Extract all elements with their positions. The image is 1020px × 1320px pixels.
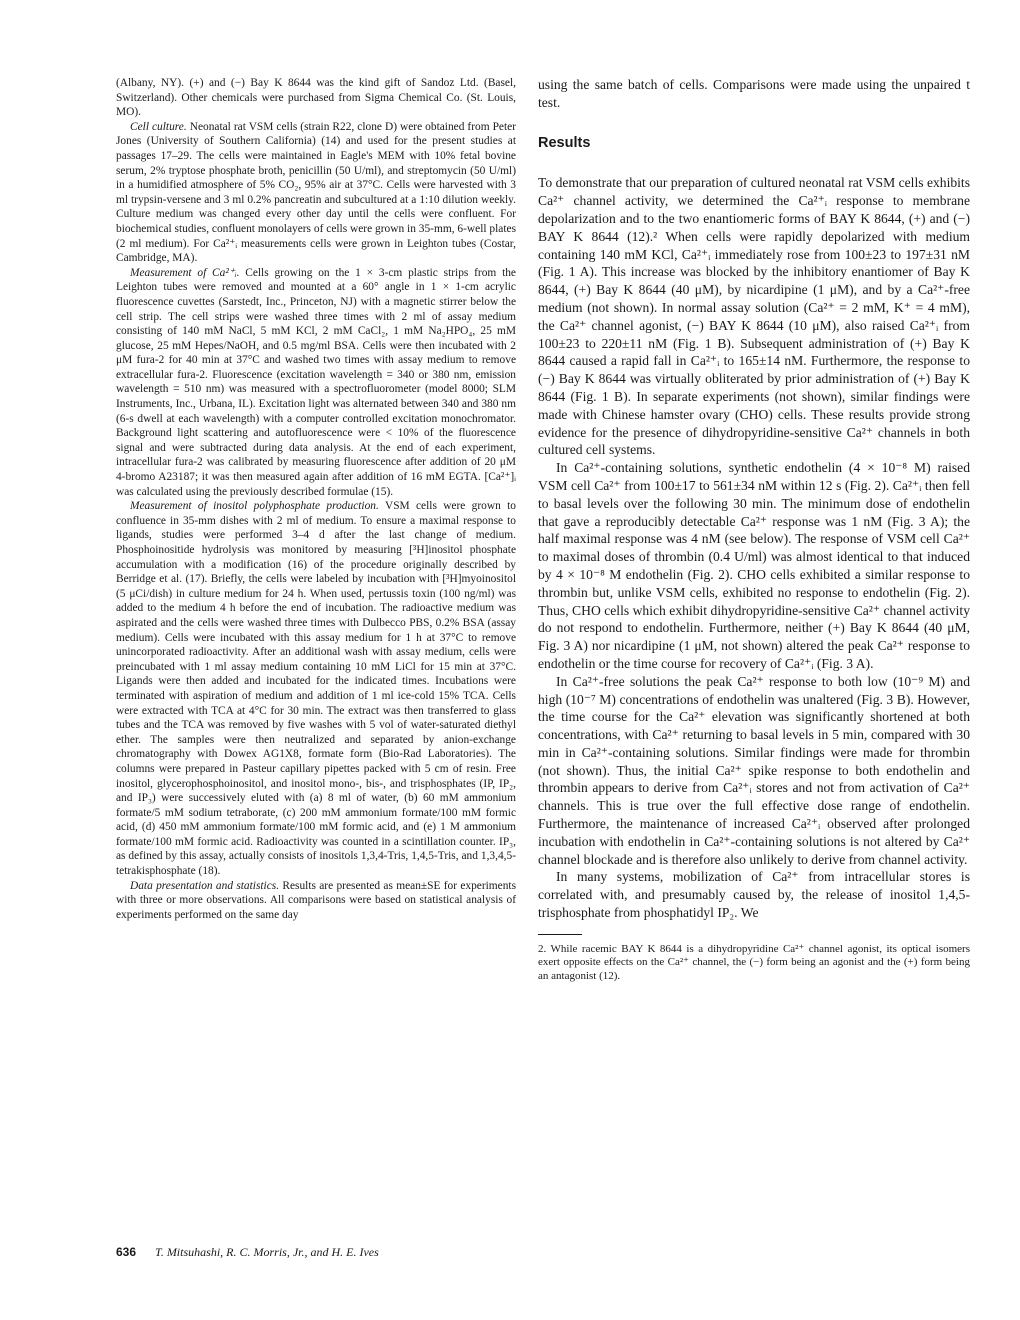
measurement-inositol-text: VSM cells were grown to confluence in 35-mm dishes with 2 ml of medium. To ensure a maximal response to ligands, studies were performed 3–4 d after the last change of medium. Phosphoinositide hydrolysis was monitored by measuring [³H]inositol phosphate accumulation with a modification (16) of the procedure originally described by Berridge et al. (17). Briefly, the cells were labeled by incubation with [³H]myoinositol (5 μCi/dish) in culture medium for 24 h. When used, pertussis toxin (100 ng/ml) was added to the medium 4 h before the end of incubation. The radioactive medium was aspirated and the cells were washed three times with Dulbecco PBS, 0.2% BSA (assay medium). Cells were incubated with this assay medium for 1 h at 37°C to remove unincorporated radioactivity. After an additional wash with assay medium, cells were preincubated with 1 ml assay medium containing 10 mM LiCl for 15 min at 37°C. Ligands were then added and incubated for the indicated times. Incubations were terminated with aspiration of medium and addition of 1 ml ice-cold 15% TCA. Cells were extracted with TCA at 4°C for 30 min. The extract was then transferred to glass tubes and the TCA was removed by five washes with 5 vol of water-saturated diethyl ether. The samples were then neutralized and separated by anion-exchange chromatography with Dowex AG1X8, formate form (Bio-Rad Laboratories). The columns were prepared in Pasteur capillary pipettes packed with 5 cm of resin. Free inositol, glycerophosphoinositol, and inositol mono-, bis-, and trisphosphates (IP, IP₂, and IP₃) were successively eluted with (a) 8 ml of water, (b) 60 mM ammonium formate/5 mM sodium tetraborate, (c) 200 mM ammonium formate/100 mM formic acid, (d) 450 mM ammonium formate/100 mM formic acid, and (e) 1 M ammonium formate/100 mM formic acid. Radioactivity was counted in a scintillation counter. IP₃, as defined by this assay, actually consists of inositols 1,3,4-Tris, 1,4,5-Tris, and 1,3,4,5-tetrakisphosphate (18). <box>116 500 516 878</box>
right-column <box>538 76 970 984</box>
measurement-inositol-heading: Measurement of inositol polyphosphate production. <box>130 500 379 513</box>
footnote-divider <box>538 934 582 935</box>
cell-culture-paragraph <box>116 120 516 266</box>
results-heading: Results <box>538 134 591 151</box>
data-presentation-paragraph <box>116 879 516 923</box>
measurement-ca-paragraph <box>116 266 516 500</box>
cell-culture-text: Neonatal rat VSM cells (strain R22, clone D) were obtained from Peter Jones (University of Southern California) (14) and used for the present studies at passages 17–29. The cells were maintained in Eagle's MEM with 10% fetal bovine serum, 2% tryptose phosphate broth, penicillin (50 U/ml), and streptomycin (50 U/ml) in a humidified atmosphere of 5% CO₂, 95% air at 37°C. Cells were harvested with 3 ml trypsin-versene and 3 ml 0.2% pancreatin and subcultured at a 1:10 dilution weekly. Culture medium was changed every other day until the cells were confluent. For biochemical studies, confluent monolayers of cells were grown in 35-mm, 6-well plates (2 ml medium). For Ca²⁺ᵢ measurements cells were grown in Leighton tubes (Costar, Cambridge, MA). <box>116 120 516 265</box>
measurement-ca-heading: Measurement of Ca²⁺ᵢ. <box>130 266 240 279</box>
results-paragraph-1: To demonstrate that our preparation of cultured neonatal rat VSM cells exhibits Ca²⁺ channel activity, we determined the Ca²⁺ᵢ response to membrane depolarization and to the two enantiomeric forms of BAY K 8644, (+) and (−) BAY K 8644 (12).² When cells were rapidly depolarized with medium containing 140 mM KCl, Ca²⁺ᵢ immediately rose from 100±23 to 197±31 nM (Fig. 1 A). This increase was blocked by the inhibitory enantiomer of Bay K 8644, (+) Bay K 8644 (40 μM), by nicardipine (1 μM), and by a Ca²⁺-free medium (not shown). In normal assay solution (Ca²⁺ = 2 mM, K⁺ = 4 mM), the Ca²⁺ channel agonist, (−) BAY K 8644 (10 μM), also raised Ca²⁺ᵢ from 100±23 to 220±11 nM (Fig. 1 B). Subsequent administration of (+) Bay K 8644 caused a rapid fall in Ca²⁺ᵢ to 165±14 nM. Furthermore, the response to (−) Bay K 8644 was virtually obliterated by prior administration of (+) Bay K 8644 (Fig. 1 B). In separate experiments (not shown), similar findings were made with Chinese hamster ovary (CHO) cells. These results provide strong evidence for the presence of dihydropyridine-sensitive Ca²⁺ channels in both cultured cell systems. <box>538 175 970 458</box>
footnote: 2. While racemic BAY K 8644 is a dihydropyridine Ca²⁺ channel agonist, its optical isomers exert opposite effects on the Ca²⁺ channel, the (−) form being an agonist and the (+) form being an antagonist (12). <box>538 942 970 983</box>
data-presentation-text: Results are presented as mean±SE for experiments with three or more observations. All comparisons were based on statistical analysis of experiments performed on the same day <box>116 879 517 921</box>
continued-paragraph: using the same batch of cells. Comparisons were made using the unpaired t test. <box>538 77 970 110</box>
data-presentation-heading: Data presentation and statistics. <box>130 879 280 892</box>
results-paragraph-2: In Ca²⁺-containing solutions, synthetic endothelin (4 × 10⁻⁸ M) raised VSM cell Ca²⁺ from 100±17 to 561±34 nM within 12 s (Fig. 2). Ca²⁺ᵢ then fell to basal levels over the following 30 min. The minimum dose of endothelin that gave a reproducibly detectable Ca²⁺ response was 1 nM (Fig. 3 A); the half maximal response was 4 nM (see below). The response of VSM cell Ca²⁺ to maximal doses of thrombin (0.4 U/ml) was almost identical to that induced by 4 × 10⁻⁸ M endothelin (Fig. 2). CHO cells exhibited a similar response to thrombin but, unlike VSM cells, exhibited no response to endothelin (Fig. 2). Thus, CHO cells which exhibit dihydropyridine-sensitive Ca²⁺ channel activity do not respond to endothelin. Furthermore, neither (+) Bay K 8644 (40 μM, Fig. 3 A) nor nicardipine (1 μM, not shown) altered the peak Ca²⁺ response to endothelin or the time course for recovery of Ca²⁺ᵢ (Fig. 3 A). <box>538 460 970 671</box>
page-footer <box>116 1245 379 1260</box>
left-column <box>116 76 516 922</box>
cell-culture-heading: Cell culture. <box>130 120 187 133</box>
results-paragraph-4: In many systems, mobilization of Ca²⁺ from intracellular stores is correlated with, and presumably caused by, the release of inositol 1,4,5-trisphosphate from phosphatidyl IP₂. We <box>538 869 970 921</box>
measurement-ca-text: Cells growing on the 1 × 3-cm plastic strips from the Leighton tubes were removed and mounted at a 60° angle in 1 × 1-cm acrylic fluorescence cuvettes (Sarstedt, Inc., Princeton, NJ) with a magnetic stirrer below the cell strip. The cell strips were washed three times with 2 ml of assay medium consisting of 140 mM NaCl, 5 mM KCl, 2 mM CaCl₂, 1 mM Na₂HPO₄, 25 mM glucose, 25 mM Hepes/NaOH, and 0.5 mg/ml BSA. Cells were then incubated with 2 μM fura-2 for 40 min at 37°C and washed two times with assay medium to remove extracellular fura-2. Fluorescence (excitation wavelength = 340 or 380 nm, emission wavelength = 510 nm) was measured with a spectrofluorometer (model 8000; SLM Instruments, Inc., Urbana, IL). Excitation light was alternated between 340 and 380 nm (6-s dwell at each wavelength) with a computer controlled excitation monochromator. Background light scattering and autofluorescence were < 10% of the fluorescence signal and were subtracted during data analysis. At the end of each experiment, intracellular fura-2 was calibrated by measuring fluorescence after addition of 20 μM 4-bromo A23187; it was then measured again after addition of 16 mM EGTA. [Ca²⁺]ᵢ was calculated using the previously described formulae (15). <box>116 266 516 498</box>
running-authors: T. Mitsuhashi, R. C. Morris, Jr., and H. E. Ives <box>155 1245 379 1259</box>
intro-paragraph: (Albany, NY). (+) and (−) Bay K 8644 was the kind gift of Sandoz Ltd. (Basel, Switzerland). Other chemicals were purchased from Sigma Chemical Co. (St. Louis, MO). <box>116 77 516 119</box>
measurement-inositol-paragraph <box>116 499 516 878</box>
results-paragraph-3: In Ca²⁺-free solutions the peak Ca²⁺ response to both low (10⁻⁹ M) and high (10⁻⁷ M) concentrations of endothelin was unaltered (Fig. 3 B). However, the time course for the Ca²⁺ elevation was significantly shortened at both concentrations, with Ca²⁺ returning to basal levels in 5 min, compared with 30 min in Ca²⁺-containing solutions. Similar findings were made for thrombin (not shown). Thus, the initial Ca²⁺ spike response to both endothelin and thrombin appears to derive from Ca²⁺ᵢ stores and not from activation of Ca²⁺ channels. This is true over the full effective dose range of endothelin. Furthermore, the maintenance of increased Ca²⁺ᵢ observed after prolonged incubation with endothelin in Ca²⁺-containing solutions is not altered by Ca²⁺ channel blockade and is therefore also unlikely to derive from channel activity. <box>538 673 970 867</box>
page-number: 636 <box>116 1245 137 1259</box>
